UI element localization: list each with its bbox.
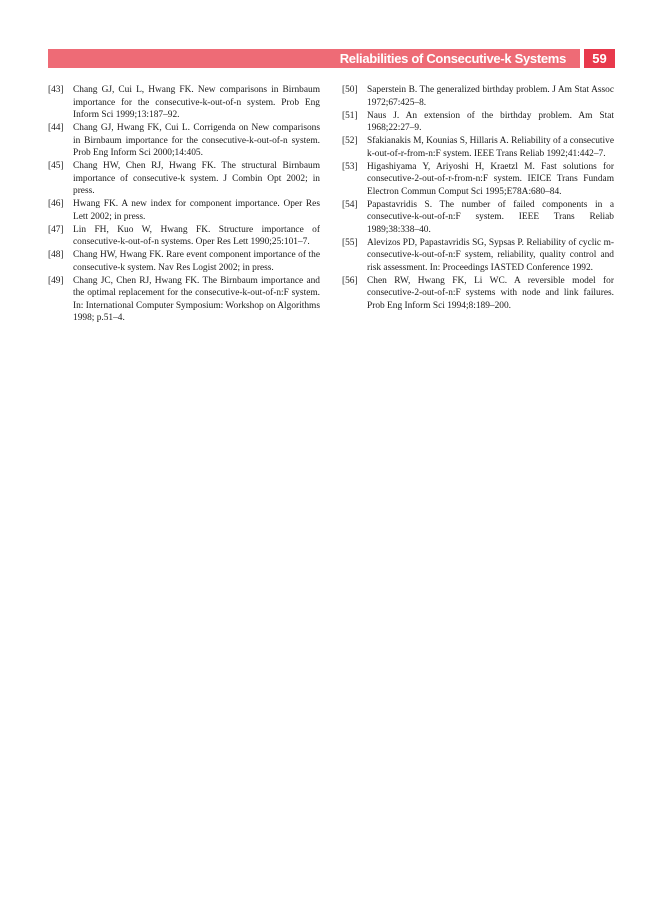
reference-number: [52]	[342, 136, 358, 146]
reference-item	[342, 199, 614, 237]
reference-item	[342, 161, 614, 199]
reference-text: Naus J. An extension of the birthday problem. Am Stat 1968;22:27–9.	[367, 110, 614, 133]
reference-text: Alevizos PD, Papastavridis SG, Sypsas P. Reliability of cyclic m-consecutive-k-out-of-n:F system, reliability, quality control and risk assessment. In: Proceedings IASTED Conference 1992.	[367, 237, 614, 273]
reference-text: Saperstein B. The generalized birthday problem. J Am Stat Assoc 1972;67:425–8.	[367, 85, 614, 108]
reference-text: Chang GJ, Hwang FK, Cui L. Corrigenda on New comparisons in Birnbaum importance for the consecutive-k-out-of-n system. Prob Eng Inform Sci 2000;14:405.	[73, 123, 320, 158]
reference-item	[342, 237, 614, 275]
reference-number: [51]	[342, 110, 358, 121]
running-header-bar	[48, 49, 580, 68]
reference-item	[342, 275, 614, 313]
reference-text: Lin FH, Kuo W, Hwang FK. Structure importance of consecutive-k-out-of-n systems. Oper Res Lett 1990;25:101–7.	[73, 224, 320, 247]
reference-number: [48]	[48, 250, 64, 260]
reference-item	[48, 122, 320, 160]
reference-number: [46]	[48, 199, 64, 209]
reference-number: [44]	[48, 123, 64, 133]
reference-text: Higashiyama Y, Ariyoshi H, Kraetzl M. Fast solutions for consecutive-2-out-of-r-from-n:F system. IEICE Trans Fundam Electron Commun Comput Sci 1995;E78A:680–84.	[367, 161, 614, 197]
reference-item	[48, 275, 320, 325]
reference-number: [45]	[48, 161, 64, 171]
reference-number: [56]	[342, 275, 358, 286]
reference-text: Chen RW, Hwang FK, Li WC. A reversible model for consecutive-2-out-of-n:F systems with node and link failures. Prob Eng Inform Sci 1994;8:189–200.	[367, 275, 614, 311]
page-number: 59	[584, 49, 615, 68]
reference-item	[342, 135, 614, 160]
reference-text: Papastavridis S. The number of failed components in a consecutive-k-out-of-n:F system. IEEE Trans Reliab 1989;38:338–40.	[367, 199, 614, 235]
reference-number: [50]	[342, 85, 358, 95]
reference-item	[48, 160, 320, 198]
reference-list-right	[342, 84, 614, 313]
reference-item	[342, 84, 614, 109]
reference-item	[48, 84, 320, 122]
reference-text: Hwang FK. A new index for component importance. Oper Res Lett 2002; in press.	[73, 199, 320, 222]
reference-item	[342, 110, 614, 135]
reference-text: Chang HW, Hwang FK. Rare event component importance of the consecutive-k system. Nav Res Logist 2002; in press.	[73, 250, 320, 273]
reference-number: [55]	[342, 237, 358, 248]
reference-text: Chang GJ, Cui L, Hwang FK. New comparisons in Birnbaum importance for the consecutive-k-out-of-n system. Prob Eng Inform Sci 1999;13:187–92.	[73, 85, 320, 120]
reference-list-left	[48, 84, 320, 325]
reference-number: [53]	[342, 161, 358, 172]
reference-text: Chang JC, Chen RJ, Hwang FK. The Birnbaum importance and the optimal replacement for the consecutive-k-out-of-n:F system. In: International Computer Symposium: Workshop on Algorithms 1998; p.51–4.	[73, 275, 320, 323]
reference-item	[48, 249, 320, 274]
reference-number: [43]	[48, 85, 64, 95]
reference-text: Chang HW, Chen RJ, Hwang FK. The structural Birnbaum importance of consecutive-k system. J Combin Opt 2002; in press.	[73, 161, 320, 196]
reference-number: [54]	[342, 199, 358, 210]
reference-item	[48, 224, 320, 249]
reference-number: [49]	[48, 275, 64, 286]
reference-text: Sfakianakis M, Kounias S, Hillaris A. Reliability of a consecutive k-out-of-r-from-n:F system. IEEE Trans Reliab 1992;41:442–7.	[367, 136, 614, 159]
reference-number: [47]	[48, 224, 64, 235]
running-title: Reliabilities of Consecutive-k Systems	[339, 51, 566, 66]
reference-item	[48, 198, 320, 223]
